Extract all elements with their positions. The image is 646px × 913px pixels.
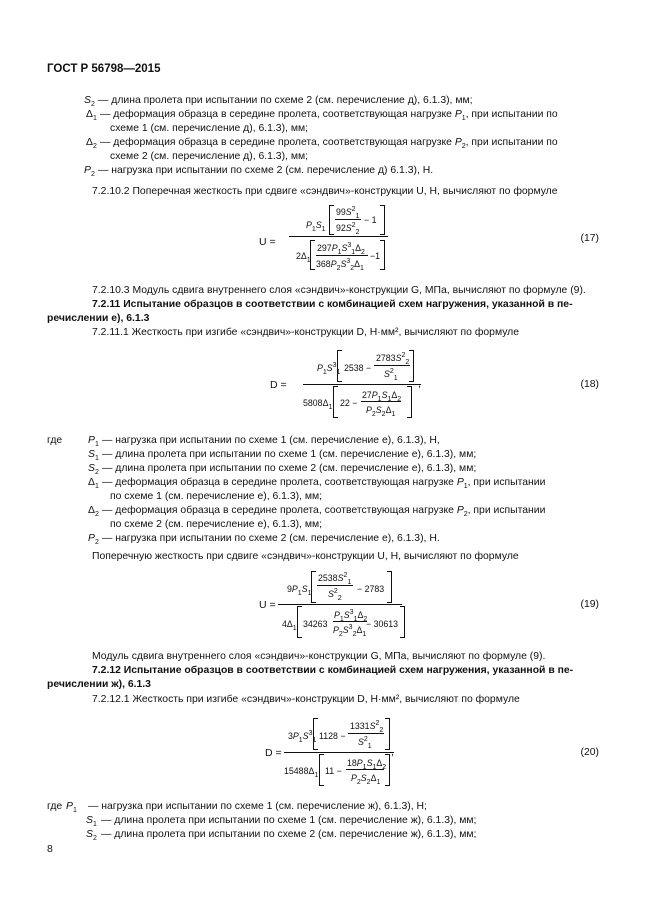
paragraph-shear-modulus: Модуль сдвига внутреннего слоя «сэндвич»-конструкции G, МПа, вычисляют по формуле (9). <box>92 651 546 662</box>
symbol-delta2: $\Delta_2$ <box>86 137 97 151</box>
paragraph-7-2-10-2: 7.2.10.2 Поперечная жесткость при сдвиге «сэндвич»-конструкции U, Н, вычисляют по формуле <box>92 186 558 197</box>
symbol-delta1: $\Delta_1$ <box>88 477 99 491</box>
symbol-delta1: $\Delta_1$ <box>86 109 97 123</box>
heading-7-2-12-line1: 7.2.12 Испытание образцов в соответствии с комбинацией схем нагружения, указанной в пе- <box>92 665 574 676</box>
definition-p1: — нагрузка при испытании по схеме 1 (см. перечисление ж), 6.1.3), Н; <box>88 801 427 812</box>
definition-delta1-line2: по схеме 1 (см. перечисление е), 6.1.3), мм; <box>110 491 323 502</box>
definition-delta1-line1: — деформация образца в середине пролета, соответствующая нагрузке $P_1$, при испытании <box>102 477 546 491</box>
definition-p1: — нагрузка при испытании по схеме 1 (см. перечисление е), 6.1.3), Н, <box>102 435 440 446</box>
definition-p2: — нагрузка при испытании по схеме 2 (см. перечисление д) 6.1.3), Н. <box>98 165 434 176</box>
paragraph-7-2-12-1: 7.2.12.1 Жесткость при изгибе «сэндвич»-конструкции D, Н·мм², вычисляют по формуле <box>92 694 520 705</box>
symbol-s2: $S_2$ <box>86 829 97 843</box>
definition-s2: — длина пролета при испытании по схеме 2 (см. перечисление ж), 6.1.3), мм; <box>101 829 477 840</box>
definition-delta1-line2: схеме 1 (см. перечисление д), 6.1.3), мм; <box>110 123 308 134</box>
definition-s1: — длина пролета при испытании по схеме 1 (см. перечисление е), 6.1.3), мм; <box>102 449 477 460</box>
paragraph-shear-stiffness: Поперечную жесткость при сдвиге «сэндвич»-конструкции U, Н, вычисляют по формуле <box>92 551 519 562</box>
heading-7-2-12-line2: речислении ж), 6.1.3 <box>47 679 151 690</box>
definition-delta1-line1: — деформация образца в середине пролета, соответствующая нагрузке $P_1$, при испытании по <box>100 109 558 123</box>
definition-p2: — нагрузка при испытании по схеме 2 (см. перечисление е), 6.1.3), Н. <box>102 533 440 544</box>
paragraph-7-2-11-1: 7.2.11.1 Жесткость при изгибе «сэндвич»-конструкции D, Н·мм², вычисляют по формуле <box>92 327 520 338</box>
heading-7-2-11-line1: 7.2.11 Испытание образцов в соответствии с комбинацией схем нагружения, указанной в пе- <box>92 299 573 310</box>
definition-delta2-line1: — деформация образца в середине пролета, соответствующая нагрузке $P_2$, при испытании <box>102 505 546 519</box>
equation-19-number: (19) <box>580 599 599 610</box>
symbol-delta2: $\Delta_2$ <box>88 505 99 519</box>
definition-s1: — длина пролета при испытании по схеме 1 (см. перечисление ж), 6.1.3), мм; <box>101 815 477 826</box>
definition-delta2-line1: — деформация образца в середине пролета, соответствующая нагрузке $P_2$, при испытании по <box>100 137 558 151</box>
definition-delta2-line2: по схеме 2 (см. перечисление е), 6.1.3), мм; <box>110 519 323 530</box>
where-label: где <box>47 801 63 812</box>
heading-7-2-11-line2: речислении е), 6.1.3 <box>47 313 150 324</box>
symbol-p1: $P_1$ <box>88 435 99 449</box>
equation-17-number: (17) <box>580 233 599 244</box>
symbol-s1: $S_1$ <box>86 815 97 829</box>
definition-s2: — длина пролета при испытании по схеме 2 (см. перечисление е), 6.1.3), мм; <box>102 463 477 474</box>
symbol-p2: $P_2$ <box>84 165 95 179</box>
symbol-s2: $S_2$ <box>88 463 99 477</box>
equation-20-number: (20) <box>580 747 599 758</box>
document-header: ГОСТ Р 56798—2015 <box>47 63 161 75</box>
symbol-p2: $P_2$ <box>88 533 99 547</box>
paragraph-7-2-10-3: 7.2.10.3 Модуль сдвига внутреннего слоя «сэндвич»-конструкции G, МПа, вычисляют по формуле (9). <box>92 285 586 296</box>
symbol-p1: $P_1$ <box>66 801 77 815</box>
definition-s2: — длина пролета при испытании по схеме 2 (см. перечисление д), 6.1.3), мм; <box>98 95 473 106</box>
symbol-s1: $S_1$ <box>88 449 99 463</box>
equation-18-number: (18) <box>580 379 599 390</box>
definition-delta2-line2: схеме 2 (см. перечисление д), 6.1.3), мм; <box>110 151 308 162</box>
page-number: 8 <box>47 843 53 855</box>
symbol-s2: $S_2$ <box>84 95 95 109</box>
where-label: где <box>47 435 63 446</box>
